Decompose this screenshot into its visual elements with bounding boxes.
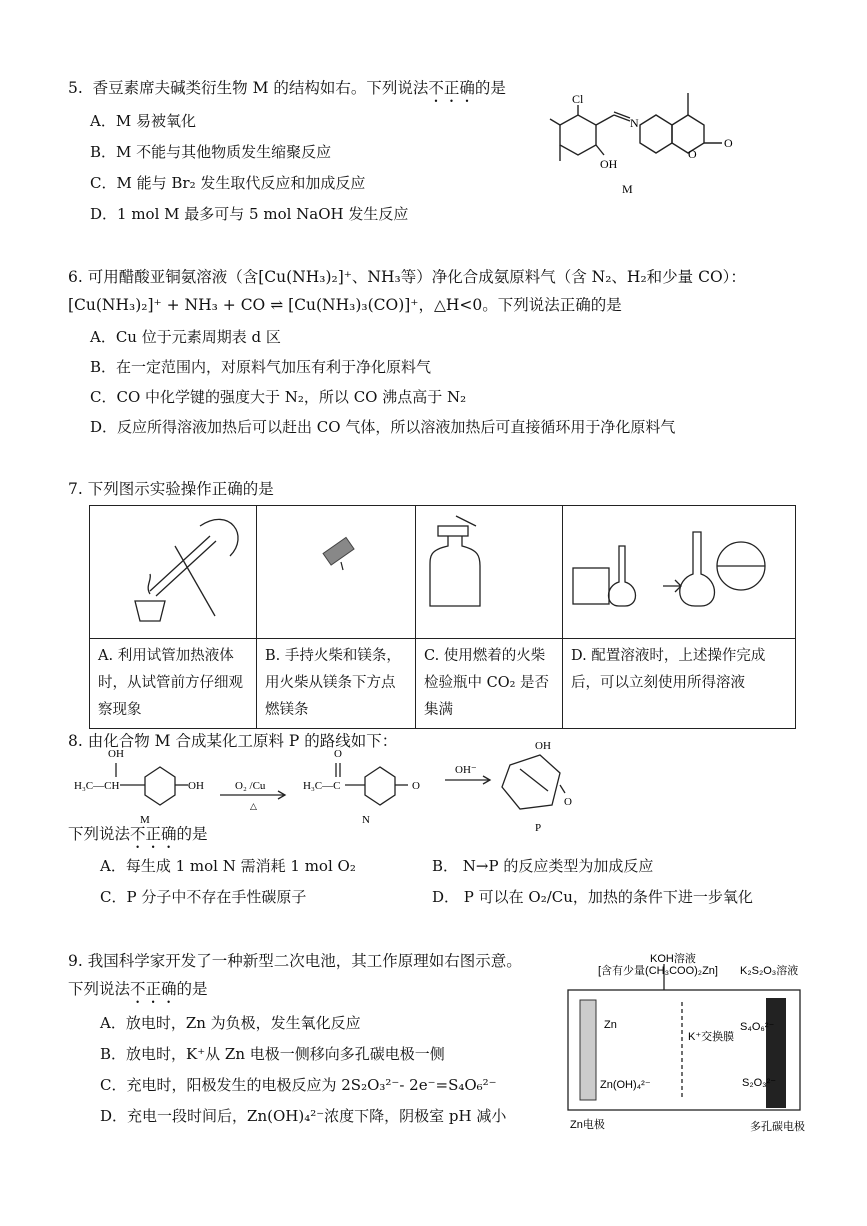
carbon-electrode-icon [766, 998, 786, 1108]
battery-s4o6-label: S₄O₆²⁻ [740, 1021, 775, 1033]
q7-choice-c: C. 使用燃着的火柴检验瓶中 CO₂ 是否集满 [416, 639, 563, 729]
q7-image-c [416, 506, 563, 639]
q6-option-a: A．Cu 位于元素周期表 d 区 [90, 328, 281, 346]
battery-membrane-label: K⁺交换膜 [688, 1031, 735, 1043]
heating-test-tube-icon [90, 506, 256, 634]
battery-k2s2o3-label: K₂S₂O₃溶液 [740, 965, 799, 977]
q7-image-d [563, 506, 796, 639]
battery-s2o3-label: S₂O₃²⁻ [742, 1077, 777, 1089]
q7-choice-d: D. 配置溶液时，上述操作完成后，可以立刻使用所得溶液 [563, 639, 796, 729]
q8-cond1-bottom: △ [250, 801, 257, 811]
q8-p-oh: OH [535, 740, 551, 752]
q7-choice-b: B. 手持火柴和镁条，用火柴从镁条下方点燃镁条 [257, 639, 416, 729]
struct-n: N [630, 116, 639, 130]
q8-m-oh-top: OH [108, 748, 124, 760]
q7-experiment-table [89, 505, 796, 729]
q5-structure-m [530, 65, 750, 205]
q9-option-c: C．充电时，阳极发生的电极反应为 2S₂O₃²⁻- 2e⁻=S₄O₆²⁻ [100, 1076, 497, 1094]
battery-znoh-label: Zn(OH)₄²⁻ [600, 1079, 651, 1091]
q6-option-c: C．CO 中化学键的强度大于 N₂，所以 CO 沸点高于 N₂ [90, 388, 467, 406]
q8-option-c: C．P 分子中不存在手性碳原子 [100, 888, 307, 906]
q8-label-p: P [535, 822, 542, 834]
q8-label-n: N [362, 814, 370, 826]
q7-choice-a: A. 利用试管加热液体时，从试管前方仔细观察现象 [90, 639, 257, 729]
q8-m-h3c-ch: H₃C—CH [74, 780, 120, 792]
q8-p-o: O [564, 796, 572, 808]
q7-image-a [90, 506, 257, 639]
battery-koh-note: [含有少量(CH₃COO)₂Zn] [598, 965, 718, 977]
q9-option-a: A．放电时，Zn 为负极，发生氧化反应 [100, 1014, 361, 1032]
zn-electrode-icon [580, 1000, 596, 1100]
q8-n-o-right: O [412, 780, 420, 792]
q5-stem: 5. 香豆素席夫碱类衍生物 M 的结构如右。下列说法不正确的是 [68, 79, 506, 97]
q6-option-b: B．在一定范围内，对原料气加压有利于净化原料气 [90, 358, 432, 376]
volumetric-flask-icon [563, 506, 795, 634]
q6-stem-line2: [Cu(NH₃)₂]⁺ + NH₃ + CO ⇌ [Cu(NH₃)₃(CO)]⁺，△H<0。下列说法正确的是 [68, 296, 622, 314]
battery-carbon-electrode-label: 多孔碳电极 [750, 1121, 805, 1133]
q9-stem: 9. 我国科学家开发了一种新型二次电池，其工作原理如右图示意。 [68, 952, 522, 970]
battery-koh-label: KOH溶液 [650, 953, 696, 965]
q5-option-d: D．1 mol M 最多可与 5 mol NaOH 发生反应 [90, 205, 409, 223]
q8-option-a: A．每生成 1 mol N 需消耗 1 mol O₂ [100, 857, 356, 875]
q5-option-c: C．M 能与 Br₂ 发生取代反应和加成反应 [90, 174, 366, 192]
battery-zn-electrode-label: Zn电极 [570, 1119, 605, 1131]
q6-stem-line1: 6. 可用醋酸亚铜氨溶液（含[Cu(NH₃)₂]⁺、NH₃等）净化合成氨原料气（含 N₂、H₂和少量 CO）： [68, 268, 746, 286]
q7-image-b [257, 506, 416, 639]
q6-option-d: D．反应所得溶液加热后可以赶出 CO 气体，所以溶液加热后可直接循环用于净化原料气 [90, 418, 676, 436]
battery-zn-label: Zn [604, 1019, 617, 1031]
q8-cond2: OH⁻ [455, 764, 477, 776]
q8-n-h3c-c: H₃C—C [303, 780, 341, 792]
q9-option-b: B．放电时，K⁺从 Zn 电极一侧移向多孔碳电极一侧 [100, 1045, 445, 1063]
magnesium-strip-icon [257, 506, 415, 634]
q8-option-b: B． N→P 的反应类型为加成反应 [432, 857, 654, 875]
q8-option-d: D． P 可以在 O₂/Cu，加热的条件下进一步氧化 [432, 888, 753, 906]
q7-stem: 7. 下列图示实验操作正确的是 [68, 480, 274, 498]
q8-m-oh-right: OH [188, 780, 204, 792]
q8-stem2: 下列说法不正确的是 [68, 825, 208, 843]
struct-ring-o: O [688, 147, 697, 161]
q9-battery-diagram [560, 950, 810, 1140]
q9-option-d: D．充电一段时间后，Zn(OH)₄²⁻浓度下降，阴极室 pH 减小 [100, 1107, 507, 1125]
struct-cl: Cl [572, 92, 584, 106]
gas-bottle-icon [416, 506, 562, 634]
q8-label-m: M [140, 814, 150, 826]
q8-reaction-scheme [70, 735, 630, 835]
struct-label-m: M [622, 182, 633, 196]
q5-option-a: A．M 易被氧化 [90, 112, 196, 130]
q8-cond1-top: O₂ /Cu [235, 780, 266, 792]
struct-carbonyl-o: O [724, 136, 733, 150]
q5-option-b: B．M 不能与其他物质发生缩聚反应 [90, 143, 332, 161]
struct-oh: OH [600, 157, 618, 171]
q9-stem2: 下列说法不正确的是 [68, 980, 208, 998]
q8-stem: 8. 由化合物 M 合成某化工原料 P 的路线如下： [68, 732, 398, 750]
q8-n-o-top: O [334, 748, 342, 760]
